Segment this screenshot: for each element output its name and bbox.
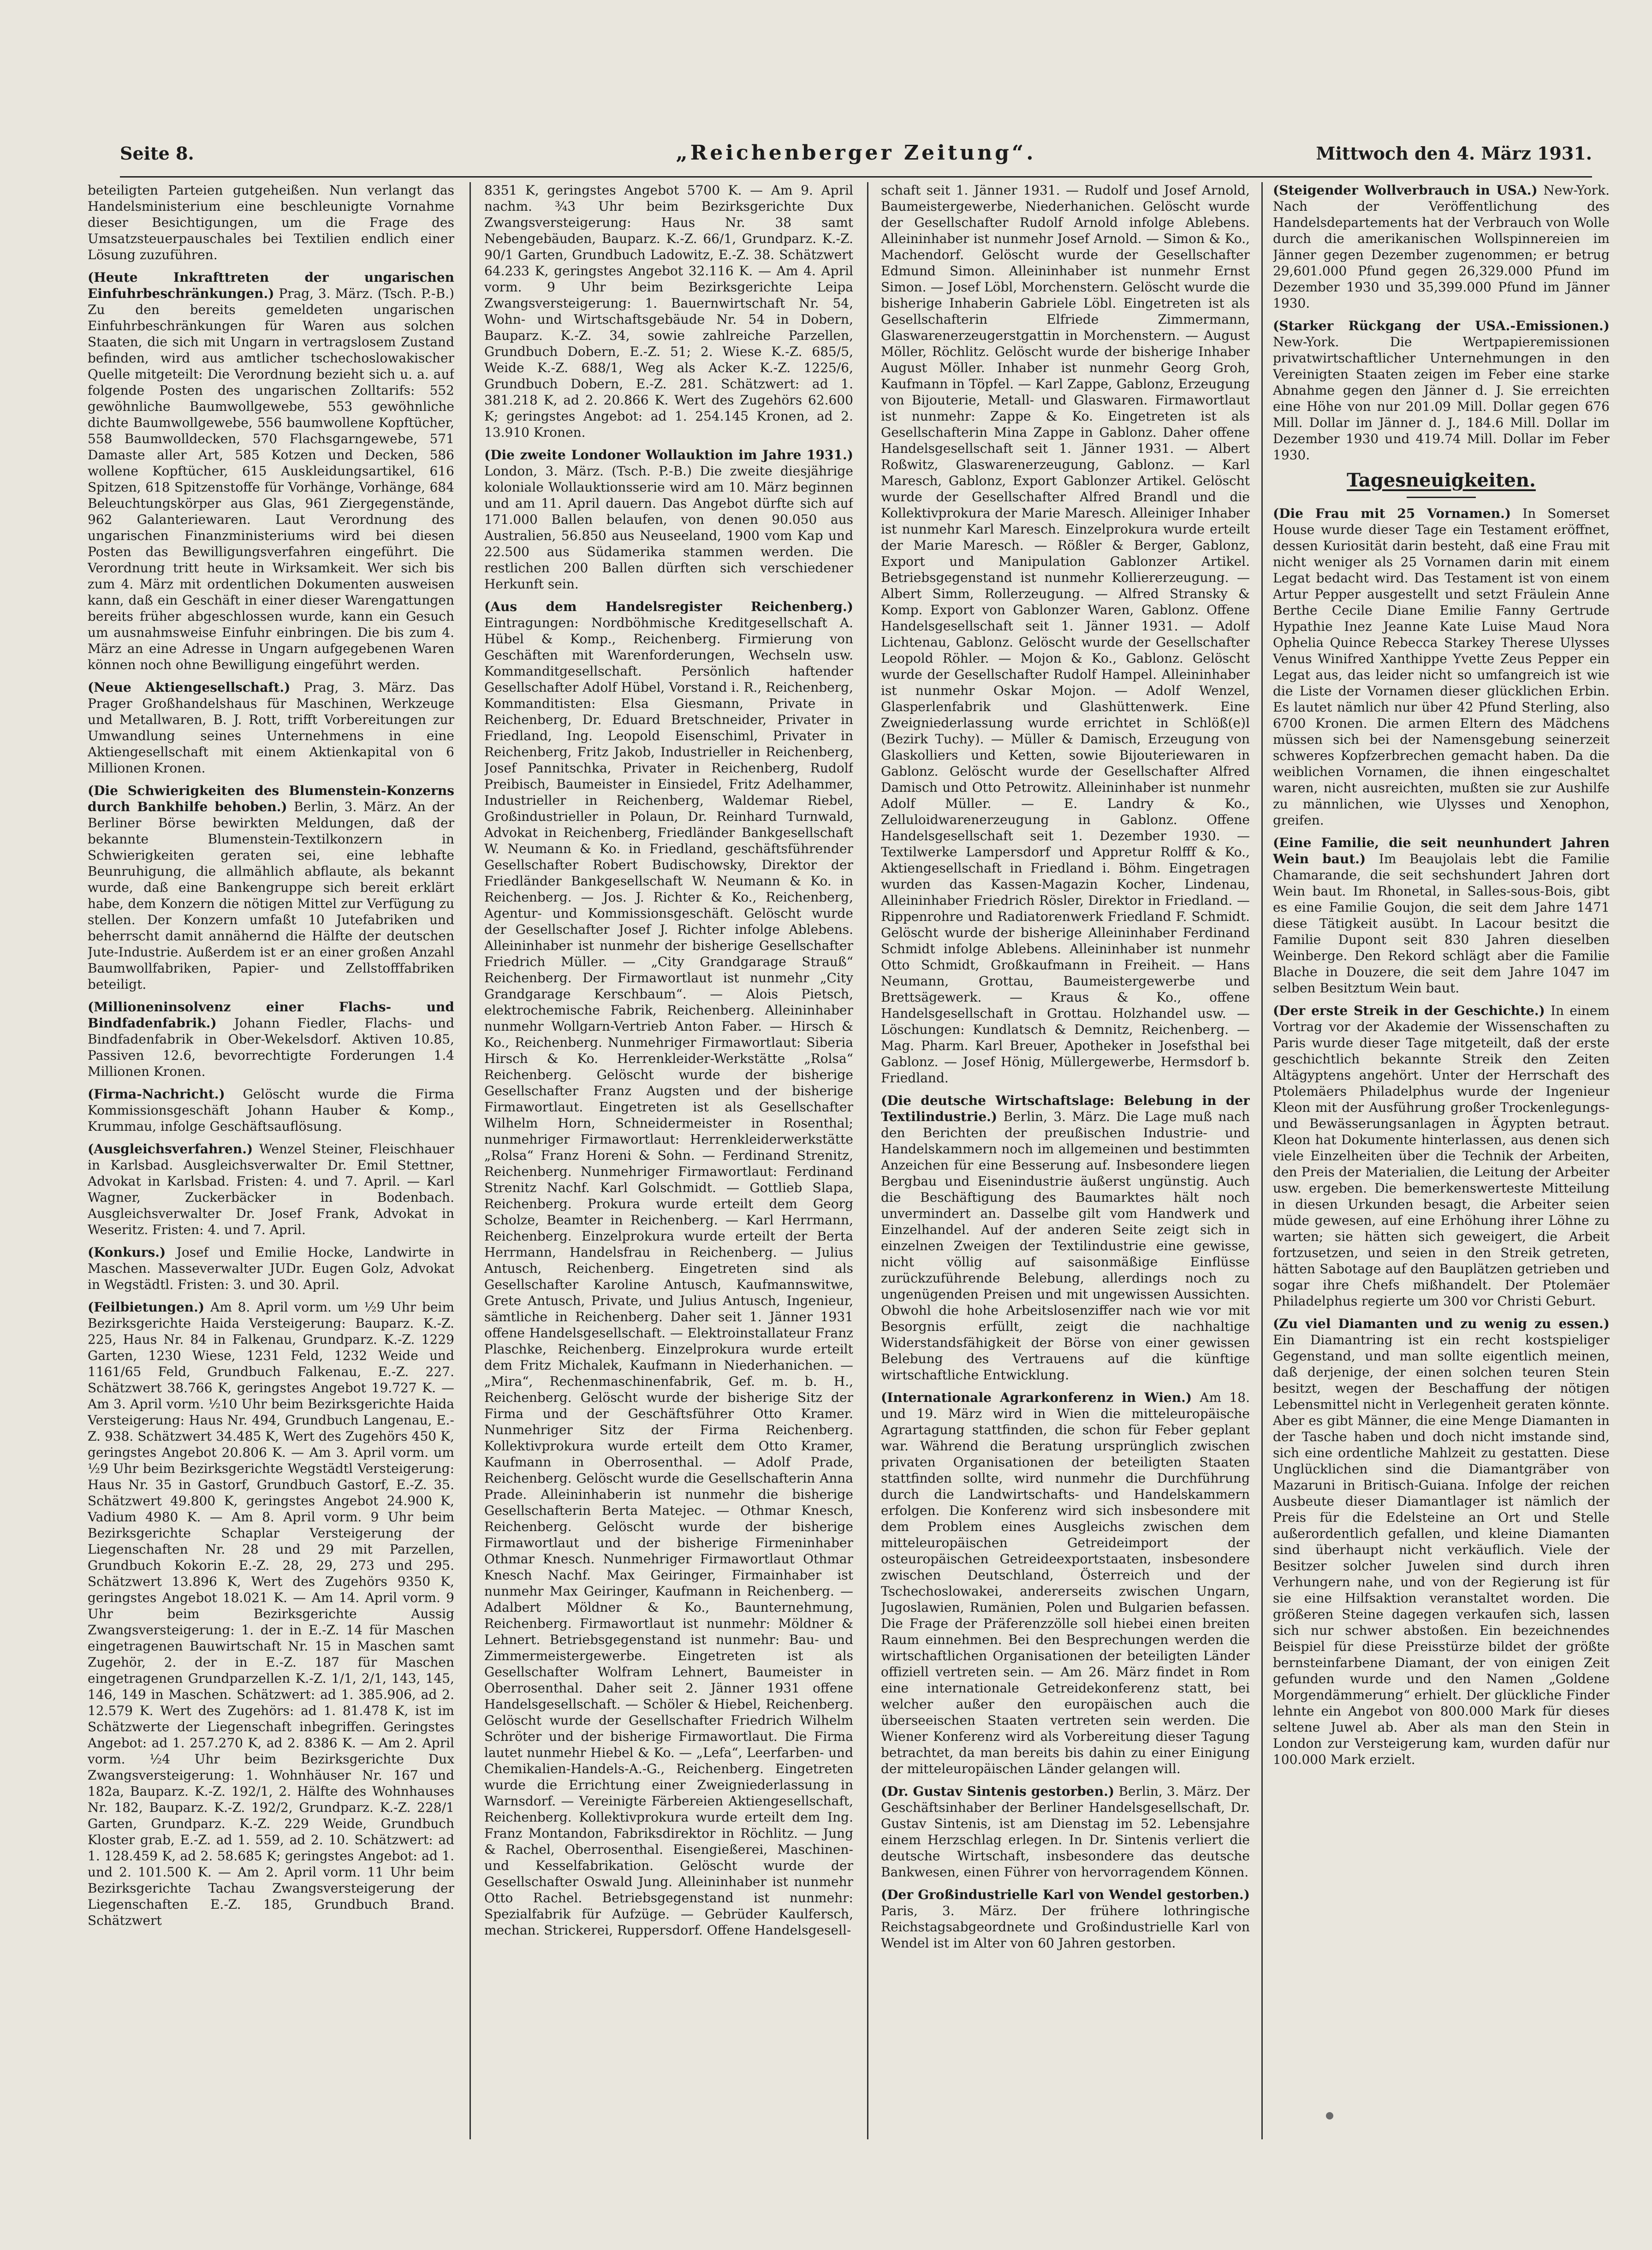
news-item (88, 269, 454, 673)
ink-spot (1326, 2112, 1333, 2119)
news-item-headline: (Zu viel Diamanten und zu wenig zu essen.) (1273, 1316, 1610, 1331)
issue-date: Mittwoch den 4. März 1931. (1316, 143, 1592, 164)
news-item-headline: (Millioneninsolvenz einer Flachs- und Bindfadenfabrik.) (88, 999, 454, 1031)
section-heading: Tagesneuigkeiten. (1347, 469, 1536, 491)
news-item-body: Johann Fiedler, Flachs- und Bindfadenfabrik in Ober-Wekelsdorf. Aktiven 10.85, Passiven 12.6, bevorrechtigte Forderungen 1.4 Millionen Kronen. (88, 1015, 454, 1079)
news-item-body: Paris, 3. März. Der frühere lothringische Reichstagsabgeordnete und Großindustrielle Karl von Wendel ist im Alter von 60 Jahren gestorben. (881, 1903, 1250, 1951)
news-item-headline: (Neue Aktiengesellschaft.) (88, 680, 291, 695)
news-item (88, 1141, 454, 1238)
news-item (88, 999, 454, 1080)
news-item (881, 1783, 1250, 1880)
news-item (881, 1092, 1250, 1383)
news-item (88, 182, 454, 263)
news-item-headline: (Heute Inkrafttreten der ungarischen Einfuhrbeschränkungen.) (88, 270, 454, 301)
news-item-body: Prag, 3. März. Das Prager Großhandelshaus für Maschinen, Werkzeuge und Metallwaren, B. J. Rott, trifft Vorbereitungen zur Umwandlung seines Unternehmens in eine Aktiengesellschaft mit einem Aktienkapital von 6 Millionen Kronen. (88, 680, 454, 776)
news-item (88, 1086, 454, 1134)
header-rule (120, 176, 1592, 178)
news-item-body: schaft seit 1. Jänner 1931. — Rudolf und Josef Arnold, Baumeistergewerbe, Niederhanichen. Gelöscht wurde der Gesellschafter Rudolf Arnold infolge Ablebens. Alleininhaber ist nunmehr Josef Arnold. — Simon & Ko., Machendorf. Gelöscht wurde der Gesellschafter Edmund Simon. Alleininhaber ist nunmehr Ernst Simon. — Josef Löbl, Morchenstern. Gelöscht wurde die bisherige Inhaberin Gabriele Löbl. Eingetreten ist als Gesellschafterin Elfriede Zimmermann, Glaswarenerzeugerstgattin in Morchenstern. — August Möller, Röchlitz. Gelöscht wurde der bisherige Inhaber August Möller. Inhaber ist nunmehr Georg Groh, Kaufmann in Töpfel. — Karl Zappe, Gablonz, Erzeugung von Bijouterie, Metall- und Glaswaren. Firmawortlaut ist nunmehr: Zappe & Ko. Eingetreten ist als Gesellschafterin Mina Zappe in Gablonz. Daher offene Handelsgesellschaft seit 1. Jänner 1931. — Albert Roßwitz, Glaswarenerzeugung, Gablonz. — Karl Maresch, Gablonz, Export Gablonzer Artikel. Gelöscht wurde der Gesellschafter Alfred Brandl und die Kollektivprokura der Marie Maresch. Alleiniger Inhaber ist nunmehr Karl Maresch. Einzelprokura wurde erteilt der Marie Maresch. — Rößler & Berger, Gablonz, Export und Manipulation Gablonzer Artikel. Betriebsgegenstand ist nunmehr Kolliererzeugung. — Albert Simm, Rollerzeugung. — Alfred Stransky & Komp. Export von Gablonzer Waren, Gablonz. Offene Handelsgesellschaft seit 1. Jänner 1931. — Adolf Lichtenau, Gablonz. Gelöscht wurde der Gesellschafter Leopold Röhler. — Mojon & Ko., Gablonz. Gelöscht wurde der Gesellschafter Rudolf Hampel. Alleininhaber ist nunmehr Oskar Mojon. — Adolf Wenzel, Glasperlenfabrik und Glashüttenwerk. Eine Zweigniederlassung wurde errichtet in Schlöß(e)l (Bezirk Tuchy). — Müller & Damisch, Erzeugung von Glaskolliers und Ketten, sowie Bijouteriewaren in Gablonz. Gelöscht wurde der Gesellschafter Alfred Damisch und Otto Petrowitz. Alleininhaber ist nunmehr Adolf Müller. — E. Landry & Ko., Zelluloidwarenerzeugung in Gablonz. Offene Handelsgesellschaft seit 1. Dezember 1930. — Textilwerke Lampersdorf und Appretur Rolfff & Ko., Aktiengesellschaft in Friedland i. Böhm. Eingetragen wurden das Kassen-Magazin Kocher, Lindenau, Alleininhaber Friedrich Rösler, Direktor in Friedland. — Rippenrohre und Radiatorenwerk Friedland F. Schmidt. Gelöscht wurde der bisherige Alleininhaber Ferdinand Schmidt infolge Ablebens. Alleininhaber ist nunmehr Otto Schmidt, Großkaufmann in Freiheit. — Hans Neumann, Grottau, Baumeistergewerbe und Brettsägewerk. — Kraus & Ko., offene Handelsgesellschaft in Grottau. Holzhandel usw. — Löschungen: Kundlatsch & Demnitz, Reichenberg. — Mag. Pharm. Karl Breuer, Apotheker in Josefsthal bei Gablonz. — Josef Hönig, Müllergewerbe, Hermsdorf b. Friedland. (881, 183, 1250, 1086)
column-1 (88, 182, 454, 2139)
news-item (1273, 1003, 1610, 1309)
news-item-body: Josef und Emilie Hocke, Landwirte in Maschen. Masseverwalter JUDr. Eugen Golz, Advokat in Wegstädtl. Fristen: 3. und 30. April. (88, 1245, 454, 1292)
news-item-headline: (Steigender Wollverbrauch in USA.) (1273, 183, 1538, 198)
news-item-body: Im Beaujolais lebt die Familie Chamarande, die seit sechshundert Jahren dort Wein baut. Im Rhonetal, in Salles-sous-Bois, gibt es eine Familie Goujon, die seit dem Jahre 1471 diese Tätigkeit ausübt. In Lacour besitzt die Familie Dupont seit 830 Jahren dieselben Weinberge. Den Rekord schlägt aber die Familie Blache in Douzere, die seit dem Jahre 1047 im selben Besitztum Wein baut. (1273, 851, 1610, 996)
news-item-headline: (Die Schwierigkeiten des Blumenstein-Konzerns durch Bankhilfe behoben.) (88, 783, 454, 814)
news-item (484, 599, 853, 1938)
news-item-headline: (Aus dem Handelsregister Reichenberg.) (484, 599, 853, 614)
news-item-body: Prag, 3. März. (Tsch. P.-B.) Zu den bereits gemeldeten ungarischen Einfuhrbeschränkungen für Waren aus solchen Staaten, die sich mit Ungarn in vertragslosem Zustand befinden, wird aus amtlicher tschechoslowakischer Quelle mitgeteilt: Die Verordnung bezieht sich u. a. auf folgende Posten des ungarischen Zolltarifs: 552 gewöhnliche Baumwollgewebe, 553 gewöhnliche dichte Baumwollgewebe, 556 baumwollene Kopftücher, 558 Baumwolldecken, 570 Flachsgarngewebe, 571 Damaste aller Art, 585 Kotzen und Decken, 586 wollene Kopftücher, 615 Auskleidungsartikel, 616 Spitzen, 618 Spitzenstoffe für Vorhänge, Vorhänge, 684 Beleuchtungskörper aus Glas, 961 Ziergegenstände, 962 Galanteriewaren. Laut Verordnung des ungarischen Finanzministeriums wird bei diesen Posten das Bewilligungsverfahren eingeführt. Die Verordnung tritt heute in Wirksamkeit. Wer sich bis zum 4. März mit ordentlichen Dokumenten ausweisen kann, daß ein Geschäft in einer dieser Warengattungen bereits früher abgeschlossen wurde, kann ein Gesuch um ausnahmsweise Einfuhr einbringen. Die bis zum 4. März an eine Adresse in Ungarn aufgegebenen Waren können noch ohne Bewilligung eingeführt werden. (88, 286, 454, 672)
column-4 (1273, 182, 1610, 2139)
news-item (1273, 182, 1610, 311)
news-item (1273, 505, 1610, 828)
news-item-body: Wenzel Steiner, Fleischhauer in Karlsbad. Ausgleichsverwalter Dr. Emil Stettner, Advokat in Karlsbad. Fristen: 4. und 7. April. — Karl Wagner, Zuckerbäcker in Bodenbach. Ausgleichsverwalter Dr. Josef Frank, Advokat in Weseritz. Fristen: 4. und 7. April. (88, 1141, 454, 1237)
news-item-headline: (Ausgleichsverfahren.) (88, 1141, 253, 1157)
news-item-body: In einem Vortrag vor der Akademie der Wissenschaften zu Paris wurde dieser Tage mitgeteilt, daß der erste geschichtlich bekannte Streik den Zeiten Altägyptens angehört. Unter der Herrschaft des Ptolemäers Philadelphus wurde der Ingenieur Kleon mit der Ausführung großer Trockenlegungs- und Bewässerungsanlagen in Ägypten betraut. Kleon hat Dokumente hinterlassen, aus denen sich viele Einzelheiten über die Technik der Arbeiten, den Preis der Materialien, die Leitung der Arbeiter usw. ergeben. Die bemerkenswerteste Mitteilung in diesen Urkunden besagt, die Arbeiter seien müde gewesen, auf eine Erhöhung ihrer Löhne zu warten; sie hätten sich geweigert, die Arbeit fortzusetzen, und seien in den Streik getreten, hätten Sabotage auf den Bauplätzen getrieben und sogar ihre Chefs mißhandelt. Der Ptolemäer Philadelphus regierte um 300 vor Christi Geburt. (1273, 1003, 1610, 1309)
news-item-body: Berlin, 3. März. Der Geschäftsinhaber der Berliner Handelsgesellschaft, Dr. Gustav Sintenis, ist am Dienstag im 52. Lebensjahre einem Herzschlag erlegen. In Dr. Sintenis verliert die deutsche Wirtschaft, insbesondere das deutsche Bankwesen, einen Führer von hervorragendem Können. (881, 1784, 1250, 1880)
news-item (484, 182, 853, 440)
news-item-body: beteiligten Parteien gutgeheißen. Nun verlangt das Handelsministerium eine beschleunigte Vornahme dieser Besichtigungen, um die Frage des Umsatzsteuerpauschales bei Textilien endlich einer Lösung zuzuführen. (88, 183, 454, 262)
news-item-headline: (Konkurs.) (88, 1245, 166, 1260)
news-item-headline: (Die zweite Londoner Wollauktion im Jahre 1931.) (484, 447, 853, 463)
news-item (1273, 1316, 1610, 1768)
news-item-body: New-York. Nach der Veröffentlichung des Handelsdepartements hat der Verbrauch von Wolle durch die amerikanischen Wollspinnereien im Jänner gegen Dezember zugenommen; er betrug 29,601.000 Pfund gegen 26,329.000 Pfund im Dezember 1930 und 35,399.000 Pfund im Jänner 1930. (1273, 183, 1610, 311)
news-item-headline: (Firma-Nachricht.) (88, 1086, 225, 1102)
news-item-body: Eintragungen: Nordböhmische Kreditgesellschaft A. Hübel & Komp., Reichenberg. Firmierung von Geschäften mit Warenforderungen, Wechseln usw. Kommanditgesellschaft. Persönlich haftender Gesellschafter Adolf Hübel, Vorstand i. R., Reichenberg, Kommanditisten: Elsa Giesmann, Private in Reichenberg, Dr. Eduard Bretschneider, Privater in Friedland, Ing. Leopold Eisenschiml, Privater in Reichenberg, Fritz Jakob, Industrieller in Reichenberg, Josef Pannitschka, Privater in Reichenberg, Rudolf Preibisch, Baumeister in Einsiedel, Fritz Adelhammer, Industrieller in Reichenberg, Waldemar Riebel, Großindustrieller in Polaun, Dr. Reinhard Turnwald, Advokat in Reichenberg, Friedländer Bankgesellschaft W. Neumann & Ko. in Friedland, geschäftsführender Gesellschafter Robert Budischowsky, Direktor der Friedländer Bankgesellschaft W. Neumann & Ko. in Reichenberg. — Jos. J. Richter & Ko., Reichenberg, Agentur- und Kommissionsgeschäft. Gelöscht wurde der Gesellschafter Josef J. Richter infolge Ablebens. Alleininhaber ist nunmehr der bisherige Gesellschafter Friedrich Müller. — „City Grandgarage Strauß“ Reichenberg. Der Firmawortlaut ist nunmehr „City Grandgarage Kerschbaum“. — Alois Pietsch, elektrochemische Fabrik, Reichenberg. Alleininhaber nunmehr Wollgarn-Vertrieb Anton Faber. — Hirsch & Ko., Reichenberg. Nunmehriger Firmawortlaut: Siberia Hirsch & Ko. Herrenkleider-Werkstätte „Rolsa“ Reichenberg. Gelöscht wurde der bisherige Gesellschafter Franz Augsten und der bisherige Firmawortlaut. Eingetreten ist als Gesellschafter Wilhelm Horn, Schneidermeister in Rosenthal; nunmehriger Firmawortlaut: Herrenkleiderwerkstätte „Rolsa“ Franz Horeni & Sohn. — Ferdinand Strenitz, Reichenberg. Nunmehriger Firmawortlaut: Ferdinand Strenitz Nachf. Karl Golschmidt. — Gottlieb Slapa, Reichenberg. Prokura wurde erteilt dem Georg Scholze, Beamter in Reichenberg. — Karl Herrmann, Reichenberg. Einzelprokura wurde erteilt der Berta Herrmann, Handelsfrau in Reichenberg. — Julius Antusch, Reichenberg. Eingetreten sind als Gesellschafter Karoline Antusch, Kaufmannswitwe, Grete Antusch, Private, und Julius Antusch, Ingenieur, sämtliche in Reichenberg. Daher seit 1. Jänner 1931 offene Handelsgesellschaft. — Elektroinstallateur Franz Plaschke, Reichenberg. Einzelprokura wurde erteilt dem Fritz Michalek, Kaufmann in Niederhanichen. — „Mira“, Rechenmaschinenfabrik, Gef. m. b. H., Reichenberg. Gelöscht wurde der bisherige Sitz der Firma und der Geschäftsführer Otto Kramer. Nunmehriger Sitz der Firma Reichenberg. Kollektivprokura wurde erteilt dem Otto Kramer, Kaufmann in Oberrosenthal. — Adolf Prade, Reichenberg. Gelöscht wurde die Gesellschafterin Anna Prade. Alleininhaberin ist nunmehr die bisherige Gesellschafterin Berta Matejec. — Othmar Knesch, Reichenberg. Gelöscht wurde der bisherige Firmawortlaut und der bisherige Firmeninhaber Othmar Knesch. Nunmehriger Firmawortlaut Othmar Knesch Nachf. Max Geiringer, Firmainhaber ist nunmehr Max Geiringer, Kaufmann in Reichenberg. — Adalbert Möldner & Ko., Baunternehmung, Reichenberg. Firmawortlaut ist nunmehr: Möldner & Lehnert. Betriebsgegenstand ist nunmehr: Bau- und Zimmermeistergewerbe. Eingetreten ist als Gesellschafter Wolfram Lehnert, Baumeister in Oberrosenthal. Daher seit 2. Jänner 1931 offene Handelsgesellschaft. — Schöler & Hiebel, Reichenberg. Gelöscht wurde der Gesellschafter Friedrich Wilhelm Schröter und der bisherige Firmawortlaut. Die Firma lautet nunmehr Hiebel & Ko. — „Lefa“, Leerfarben- und Chemikalien-Handels-A.-G., Reichenberg. Eingetreten wurde die Errichtung einer Zweigniederlassung in Warnsdorf. — Vereinigte Färbereien Aktiengesellschaft, Reichenberg. Kollektivprokura wurde erteilt dem Ing. Franz Montandon, Fabriksdirektor in Röchlitz. — Jung & Rachel, Oberrosenthal. Eisengießerei, Maschinen- und Kesselfabrikation. Gelöscht wurde der Gesellschafter Oswald Jung. Alleininhaber ist nunmehr Otto Rachel. Betriebsgegenstand ist nunmehr: Spezialfabrik für Aufzüge. — Gebrüder Kaulfersch, mechan. Strickerei, Ruppersdorf. Offene Handelsgesell- (484, 615, 853, 1938)
news-item-headline: (Dr. Gustav Sintenis gestorben.) (881, 1784, 1115, 1799)
news-item-body: Berlin, 3. März. An der Berliner Börse bewirkten Meldungen, daß der bekannte Blumenstein-Textilkonzern in Schwierigkeiten geraten sei, eine lebhafte Beunruhigung, die allmählich abflaute, als bekannt wurde, daß eine Bankengruppe sich bereit erklärt habe, dem Konzern die nötigen Mittel zur Verfügung zu stellen. Der Konzern umfaßt 10 Jutefabriken und beherrscht damit annähernd die Hälfte der deutschen Jute-Industrie. Außerdem ist er an einer großen Anzahl Baumwollfabriken, Papier- und Zellstofffabriken beteiligt. (88, 799, 454, 992)
news-item-body: In Somerset House wurde dieser Tage ein Testament eröffnet, dessen Kuriosität darin besteht, daß eine Frau mit nicht weniger als 25 Vornamen darin mit einem Legat bedacht wird. Das Testament ist von einem Artur Pepper ausgestellt und setzt Fräulein Anne Berthe Cecile Diane Emilie Fanny Gertrude Hypathie Inez Jeanne Kate Luise Maud Nora Ophelia Quince Rebecca Starkey Therese Ulysses Venus Winifred Xanthippe Yvette Zeus Pepper ein Legat aus, das leider nicht so umfangreich ist wie die Liste der Vornamen dieser glücklichen Erbin. Es lautet nämlich nur über 42 Pfund Sterling, also 6700 Kronen. Die armen Eltern des Mädchens müssen sich bei der Namensgebung seinerzeit schweres Kopfzerbrechen gemacht haben. Da die weiblichen Vornamen, die ihnen eingeschaltet waren, nicht ausreichten, mußten sie zur Aushilfe zu männlichen, wie Ulysses und Xenophon, greifen. (1273, 506, 1610, 828)
column-3 (881, 182, 1250, 2139)
news-item (881, 1389, 1250, 1777)
section-rule (1407, 497, 1476, 498)
news-item (88, 1244, 454, 1293)
news-item-headline: (Die Frau mit 25 Vornamen.) (1273, 506, 1511, 521)
news-item-body: Am 18. und 19. März wird in Wien die mitteleuropäische Agrartagung stattfinden, die schon für Feber geplant war. Während die Beratung ursprünglich zwischen privaten Organisationen der beteiligten Staaten stattfinden sollte, wird nunmehr die Durchführung durch die Landwirtschafts- und Handelskammern erfolgen. Die Konferenz wird sich insbesondere mit dem Problem eines Ausgleichs zwischen dem mitteleuropäischen Getreideimport der osteuropäischen Getreideexportstaaten, insbesondere zwischen Deutschland, Österreich und der Tschechoslowakei, andererseits zwischen Ungarn, Jugoslawien, Rumänien, Polen und Bulgarien befassen. Die Frage der Präferenzzölle soll hiebei einen breiten Raum einnehmen. Bei den Besprechungen werden die wirtschaftlichen Organisationen der beteiligten Länder offiziell vertreten sein. — Am 26. März findet in Rom eine internationale Getreidekonferenz statt, bei welcher außer den europäischen auch die überseeischen Staaten vertreten sein werden. Die Wiener Konferenz wird als Vorbereitung dieser Tagung betrachtet, da man bereits bis dahin zu einer Einigung der mitteleuropäischen Länder gelangen will. (881, 1390, 1250, 1776)
news-item-headline: (Starker Rückgang der USA.-Emissionen.) (1273, 318, 1610, 333)
news-item-headline: (Der erste Streik in der Geschichte.) (1273, 1003, 1545, 1018)
news-item-body: Ein Diamantring ist ein recht kostspieliger Gegenstand, und man sollte eigentlich meinen, daß derjenige, der einen solchen teuren Stein besitzt, wegen der Beschaffung der nötigen Lebensmittel nicht in Verlegenheit geraten könnte. Aber es gibt Männer, die eine Menge Diamanten in der Tasche haben und doch nicht imstande sind, sich eine ordentliche Mahlzeit zu gestatten. Diese Unglücklichen sind die Diamantgräber von Mazaruni in Britisch-Guiana. Infolge der reichen Ausbeute dieser Diamantlager ist nämlich der Preis für die Edelsteine an Ort und Stelle außerordentlich gefallen, und kleine Diamanten sind überhaupt nicht verkäuflich. Viele der Besitzer solcher Juwelen sind durch ihren Verhungern nahe, und von der Regierung ist für sie eine Hilfsaktion veranstaltet worden. Die größeren Steine dagegen verkaufen sich, lassen sich nur schwer abstoßen. Ein bezeichnendes Beispiel für diese Preisstürze bildet der größte bernsteinfarbene Diamant, der von einigen Zeit gefunden wurde und den Namen „Goldene Morgendämmerung“ erhielt. Der glückliche Finder lehnte ein Angebot von 800.000 Mark für dieses seltene Juwel ab. Aber als man den Stein in London zur Versteigerung kam, wurden dafür nur 100.000 Mark erzielt. (1273, 1332, 1610, 1767)
news-item-headline: (Eine Familie, die seit neunhundert Jahren Wein baut.) (1273, 835, 1610, 867)
news-item (1273, 318, 1610, 463)
column-2 (484, 182, 853, 2139)
news-item-body: Gelöscht wurde die Firma Kommissionsgeschäft Johann Hauber & Komp., Krummau, infolge Geschäftsauflösung. (88, 1086, 454, 1134)
news-item-body: 8351 K, geringstes Angebot 5700 K. — Am 9. April nachm. ¾3 Uhr beim Bezirksgerichte Dux Zwangsversteigerung: Haus Nr. 38 samt Nebengebäuden, Bauparz. K.-Z. 66/1, Grundparz. K.-Z. 90/1 Garten, Grundbuch Ladowitz, E.-Z. 38. Schätzwert 64.233 K, geringstes Angebot 32.116 K. — Am 4. April vorm. 9 Uhr beim Bezirksgerichte Leipa Zwangsversteigerung: 1. Bauernwirtschaft Nr. 54, Wohn- und Wirtschaftsgebäude Nr. 54 in Dobern, Bauparz. K.-Z. 34, sowie zahlreiche Parzellen, Grundbuch Dobern, E.-Z. 51; 2. Wiese K.-Z. 685/5, Weide K.-Z. 688/1, Weg als Acker K.-Z. 1225/6, Grundbuch Dobern, E.-Z. 281. Schätzwert: ad 1. 381.218 K, ad 2. 20.866 K. Wert des Zugehörs 62.600 K; geringstes Angebot: ad 1. 254.145 Kronen, ad 2. 13.910 Kronen. (484, 183, 853, 440)
page-number: Seite 8. (120, 143, 194, 164)
news-item-body: Am 8. April vorm. um ½9 Uhr beim Bezirksgerichte Haida Versteigerung: Bauparz. K.-Z. 225, Haus Nr. 84 in Falkenau, Grundparz. K.-Z. 1229 Garten, 1230 Wiese, 1231 Feld, 1232 Weide und 1161/65 Feld, Grundbuch Falkenau, E.-Z. 227. Schätzwert 38.766 K, geringstes Angebot 19.727 K. — Am 3. April vorm. ½10 Uhr beim Bezirksgerichte Haida Versteigerung: Haus Nr. 494, Grundbuch Langenau, E.-Z. 938. Schätzwert 34.485 K, Wert des Zugehörs 450 K, geringstes Angebot 20.806 K. — Am 3. April vorm. um ½9 Uhr beim Bezirksgerichte Wegstädtl Versteigerung: Haus Nr. 35 in Gastorf, Grundbuch Gastorf, E.-Z. 35. Schätzwert 49.800 K, geringstes Angebot 24.900 K, Vadium 4980 K. — Am 8. April vorm. 9 Uhr beim Bezirksgerichte Schaplar Versteigerung der Liegenschaften Nr. 28 und 29 mit Parzellen, Grundbuch Kokorin E.-Z. 28, 29, 273 und 295. Schätzwert 13.896 K, Wert des Zugehörs 9350 K, geringstes Angebot 18.021 K. — Am 14. April vorm. 9 Uhr beim Bezirksgerichte Aussig Zwangsversteigerung: 1. der in E.-Z. 14 für Maschen eingetragenen Bauwirtschaft Nr. 15 in Maschen samt Zugehör, 2. der in E.-Z. 187 für Maschen eingetragenen Grundparzellen K.-Z. 1/1, 2/1, 143, 145, 146, 149 in Maschen. Schätzwert: ad 1. 385.906, ad 2. 12.579 K. Wert des Zugehörs: ad 1. 81.478 K, ist im Schätzwerte der Liegenschaft inbegriffen. Geringstes Angebot: ad 1. 257.270 K, ad 2. 8386 K. — Am 2. April vorm. ½4 Uhr beim Bezirksgerichte Dux Zwangsversteigerung: 1. Wohnhäuser Nr. 167 und 182a, Bauparz. K.-Z. 192/1, 2. Hälfte des Wohnhauses Nr. 182, Bauparz. K.-Z. 192/2, Grundparz. K.-Z. 228/1 Garten, Grundparz. K.-Z. 229 Weide, Grundbuch Kloster grab, E.-Z. ad 1. 559, ad 2. 10. Schätzwert: ad 1. 128.459 K, ad 2. 58.685 K; geringstes Angebot: ad 1. und 2. 101.500 K. — Am 2. April vorm. 11 Uhr beim Bezirksgerichte Tachau Zwangsversteigerung der Liegenschaften E.-Z. 185, Grundbuch Brand. Schätzwert (88, 1300, 454, 1928)
page-header (120, 138, 1592, 175)
column-divider (867, 182, 868, 2139)
news-item-headline: (Der Großindustrielle Karl von Wendel gestorben.) (881, 1887, 1250, 1902)
news-item-body: London, 3. März. (Tsch. P.-B.) Die zweite diesjährige koloniale Wollauktionsserie wird am 10. März beginnen und am 11. April dauern. Das Angebot dürfte sich auf 171.000 Ballen belaufen, von denen 90.050 aus Australien, 56.850 aus Neuseeland, 1900 vom Kap und 22.500 aus Südamerika stammen werden. Die restlichen 200 Ballen dürften sich verschiedener Herkunft sein. (484, 463, 853, 592)
news-item (88, 1299, 454, 1929)
news-item-headline: (Internationale Agrarkonferenz in Wien.) (881, 1390, 1192, 1405)
news-item-headline: (Die deutsche Wirtschaftslage: Belebung in der Textilindustrie.) (881, 1093, 1250, 1124)
column-divider (469, 182, 471, 2139)
news-item (88, 783, 454, 992)
news-item-body: New-York. Die Wertpapieremissionen privatwirtschaftlicher Unternehmungen in den Vereinigten Staaten zeigen im Feber eine starke Abnahme gegen den Jänner d. J. Sie erreichten eine Höhe von nur 201.09 Mill. Dollar gegen 676 Mill. Dollar im Jänner d. J., 184.6 Mill. Dollar im Dezember 1930 und 419.74 Mill. Dollar im Feber 1930. (1273, 334, 1610, 463)
column-divider (1261, 182, 1263, 2139)
news-item (484, 447, 853, 592)
news-item-body: Berlin, 3. März. Die Lage muß nach den Berichten der preußischen Industrie- und Handelskammern noch im allgemeinen und bestimmten Anzeichen für eine Besserung auf. Insbesondere liegen Bergbau und Eisenindustrie äußerst ungünstig. Auch die Beschäftigung des Baumarktes hält noch unvermindert an. Dasselbe gilt vom Handwerk und Einzelhandel. Auf der anderen Seite zeigt sich in einzelnen Zweigen der Textilindustrie eine gewisse, nicht völlig auf saisonmäßige Einflüsse zurückzuführende Belebung, allerdings noch zu ungenügenden Preisen und mit ungewissen Aussichten. Obwohl die hohe Arbeitslosenziffer nach wie vor mit Besorgnis erfüllt, zeigt die nachhaltige Widerstandsfähigkeit der Börse von einer gewissen Belebung des Vertrauens auf die künftige wirtschaftliche Entwicklung. (881, 1109, 1250, 1383)
newspaper-title: „Reichenberger Zeitung“. (676, 141, 1036, 165)
news-item (1273, 835, 1610, 996)
news-item (881, 1887, 1250, 1951)
news-item-headline: (Feilbietungen.) (88, 1300, 205, 1315)
news-item (88, 679, 454, 776)
news-item (881, 182, 1250, 1086)
